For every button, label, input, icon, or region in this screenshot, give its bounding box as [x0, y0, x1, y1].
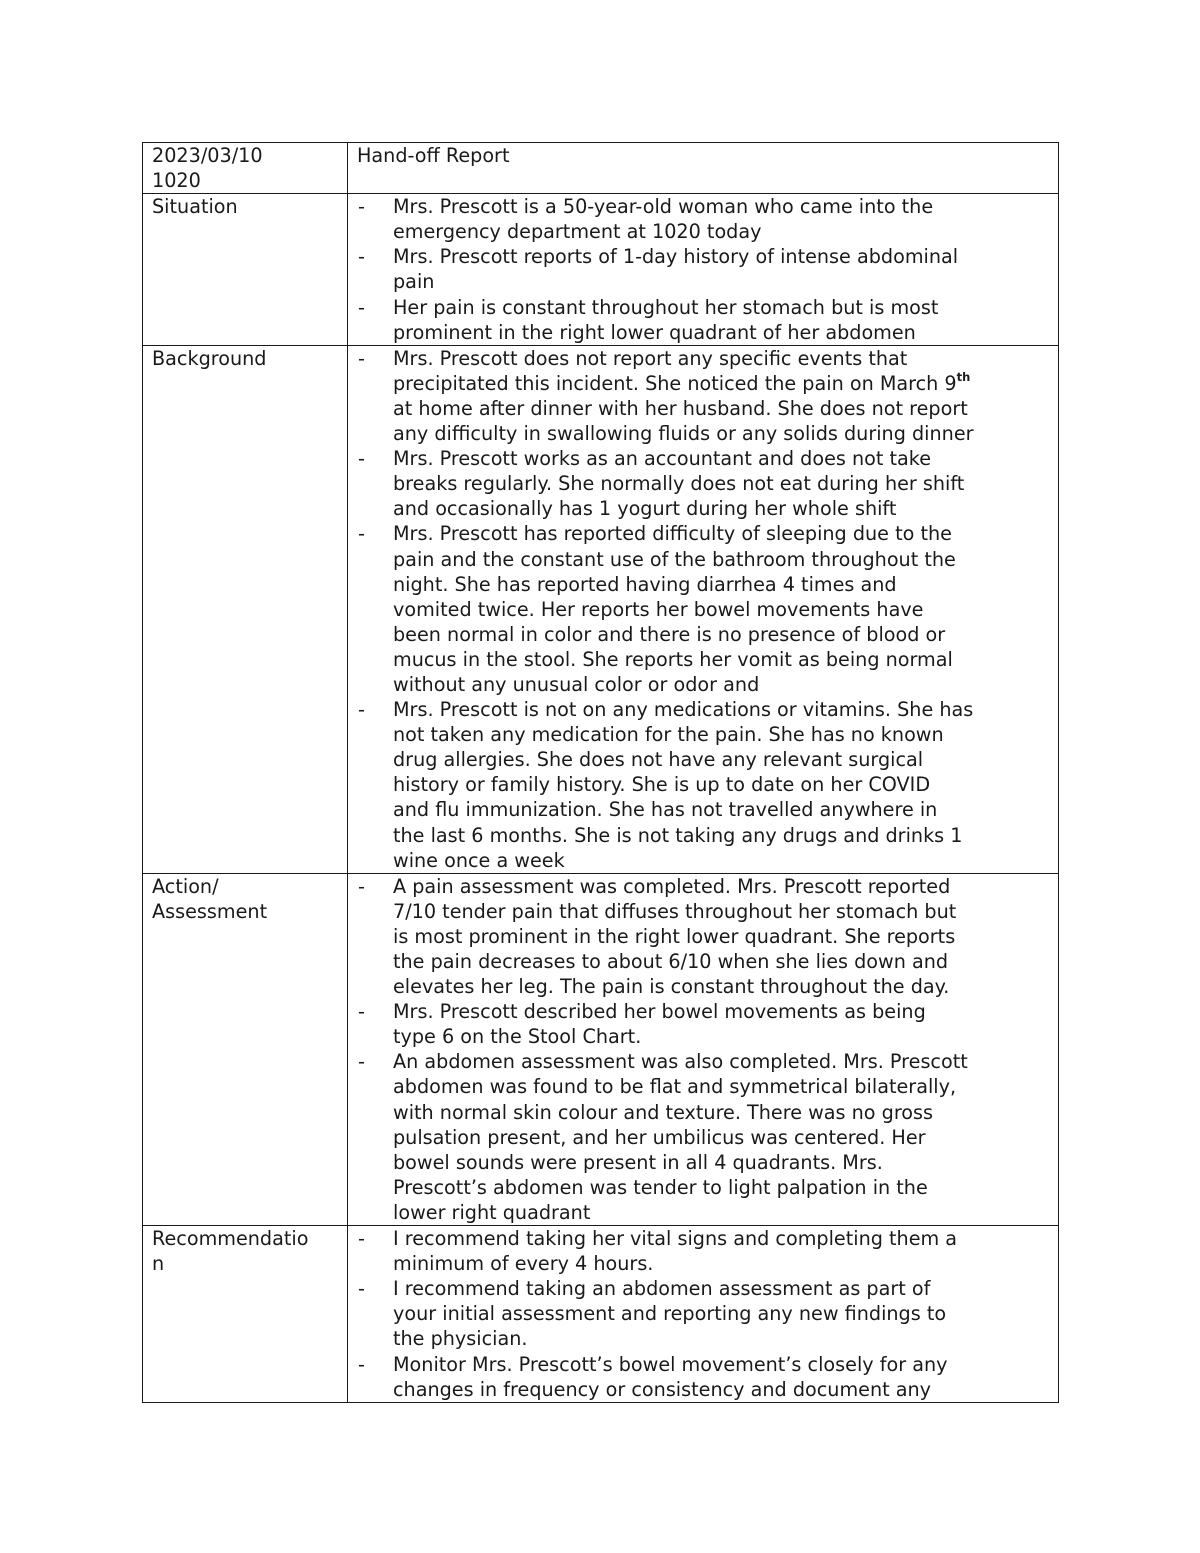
- text-line: prominent in the right lower quadrant of her abdomen: [393, 320, 916, 344]
- section-label: n: [152, 1252, 165, 1276]
- bullet-item: [357, 999, 1050, 1049]
- sbar-row-action-assessment: [143, 873, 1059, 1225]
- section-label: Background: [152, 346, 267, 370]
- text-line: is most prominent in the right lower quadrant. She reports: [393, 924, 956, 948]
- text-line: bowel sounds were present in all 4 quadrants. Mrs.: [393, 1150, 883, 1174]
- dash-bullet: -: [358, 698, 365, 722]
- document-page: [142, 142, 1058, 1403]
- bullet-item: [357, 1226, 1050, 1276]
- dash-bullet: -: [358, 346, 365, 370]
- dash-bullet: -: [358, 522, 365, 546]
- text-line: lower right quadrant: [393, 1200, 591, 1224]
- bullet-item: [357, 1276, 1050, 1351]
- dash-bullet: -: [358, 1050, 365, 1074]
- text-line: precipitated this incident. She noticed the pain on March 9th: [393, 369, 971, 395]
- bullet-item: [357, 874, 1050, 999]
- text-line: Mrs. Prescott described her bowel movements as being: [393, 1000, 926, 1024]
- text-line: Mrs. Prescott is a 50-year-old woman who came into the: [393, 195, 934, 219]
- section-label: Recommendatio: [152, 1227, 309, 1251]
- text-line: and occasionally has 1 yogurt during her whole shift: [393, 497, 897, 521]
- bullet-item: [357, 1352, 1050, 1402]
- text-line: not taken any medication for the pain. She has no known: [393, 723, 944, 747]
- text-line: Her pain is constant throughout her stomach but is most: [393, 295, 939, 319]
- text-line: type 6 on the Stool Chart.: [393, 1025, 642, 1049]
- text-line: pain: [393, 270, 435, 294]
- dash-bullet: -: [358, 1352, 365, 1376]
- text-line: Monitor Mrs. Prescott’s bowel movement’s closely for any: [393, 1352, 948, 1376]
- text-line: mucus in the stool. She reports her vomit as being normal: [393, 647, 953, 671]
- dash-bullet: -: [358, 245, 365, 269]
- section-content-cell: [348, 873, 1059, 1225]
- bullet-item: [357, 446, 1050, 521]
- text-line: night. She has reported having diarrhea 4 times and: [393, 572, 897, 596]
- section-content-cell: [348, 1226, 1059, 1403]
- text-line: Mrs. Prescott reports of 1-day history of intense abdominal: [393, 245, 959, 269]
- text-line: pulsation present, and her umbilicus was centered. Her: [393, 1125, 926, 1149]
- sbar-row-recommendation: [143, 1226, 1059, 1403]
- text-line: without any unusual color or odor and: [393, 672, 760, 696]
- sbar-row-situation: [143, 194, 1059, 346]
- text-line: I recommend taking her vital signs and completing them a: [393, 1227, 958, 1251]
- bullet-item: [357, 346, 1050, 446]
- text-line: your initial assessment and reporting any new findings to: [393, 1302, 947, 1326]
- bullet-item: [357, 521, 1050, 697]
- text-line: with normal skin colour and texture. There was no gross: [393, 1100, 934, 1124]
- bullet-item: [357, 1049, 1050, 1225]
- dash-bullet: -: [358, 1000, 365, 1024]
- text-line: minimum of every 4 hours.: [393, 1252, 654, 1276]
- text-line: breaks regularly. She normally does not eat during her shift: [393, 472, 965, 496]
- section-label: Action/: [152, 874, 219, 898]
- section-label-cell: [143, 873, 348, 1225]
- text-line: emergency department at 1020 today: [393, 220, 762, 244]
- text-line: A pain assessment was completed. Mrs. Prescott reported: [393, 874, 951, 898]
- text-line: drug allergies. She does not have any relevant surgical: [393, 748, 924, 772]
- text-line: pain and the constant use of the bathroom throughout the: [393, 547, 956, 571]
- bullet-item: [357, 697, 1050, 873]
- sbar-handoff-table: [142, 142, 1059, 1403]
- report-title-cell: [348, 143, 1059, 194]
- dash-bullet: -: [358, 874, 365, 898]
- sbar-row-background: [143, 345, 1059, 873]
- section-label-cell: [143, 194, 348, 346]
- text-line: any difficulty in swallowing fluids or any solids during dinner: [393, 422, 974, 446]
- text-line: at home after dinner with her husband. She does not report: [393, 396, 968, 420]
- text-line: 7/10 tender pain that diffuses throughout her stomach but: [393, 899, 957, 923]
- text-line: I recommend taking an abdomen assessment as part of: [393, 1277, 931, 1301]
- section-label: Assessment: [152, 899, 268, 923]
- dash-bullet: -: [358, 1277, 365, 1301]
- dash-bullet: -: [358, 295, 365, 319]
- text-line: elevates her leg. The pain is constant throughout the day.: [393, 975, 950, 999]
- text-line: and flu immunization. She has not travelled anywhere in: [393, 798, 938, 822]
- section-content-cell: [348, 194, 1059, 346]
- bullet-item: [357, 194, 1050, 244]
- text-line: Mrs. Prescott has reported difficulty of sleeping due to the: [393, 522, 952, 546]
- text-line: Mrs. Prescott is not on any medications or vitamins. She has: [393, 698, 974, 722]
- text-line: abdomen was found to be flat and symmetrical bilaterally,: [393, 1075, 957, 1099]
- bullet-item: [357, 295, 1050, 345]
- text-line: vomited twice. Her reports her bowel movements have: [393, 597, 924, 621]
- text-line: Mrs. Prescott does not report any specific events that: [393, 346, 908, 370]
- ordinal-superscript: th: [956, 369, 971, 384]
- text-line: changes in frequency or consistency and document any: [393, 1377, 932, 1401]
- section-label: Situation: [152, 195, 238, 219]
- text-line: the physician.: [393, 1327, 528, 1351]
- text-line: wine once a week: [393, 848, 565, 872]
- report-date: 2023/03/10: [152, 144, 263, 167]
- text-line: An abdomen assessment was also completed. Mrs. Prescott: [393, 1050, 968, 1074]
- dash-bullet: -: [358, 1227, 365, 1251]
- bullet-item: [357, 244, 1050, 294]
- dash-bullet: -: [358, 195, 365, 219]
- report-time: 1020: [152, 169, 201, 193]
- section-label-cell: [143, 1226, 348, 1403]
- text-line: the pain decreases to about 6/10 when she lies down and: [393, 950, 949, 973]
- section-label-cell: [143, 345, 348, 873]
- text-line: Prescott’s abdomen was tender to light palpation in the: [393, 1175, 928, 1199]
- text-line: history or family history. She is up to date on her COVID: [393, 773, 931, 797]
- section-content-cell: [348, 345, 1059, 873]
- header-row: [143, 143, 1059, 194]
- date-time-cell: [143, 143, 348, 194]
- text-line: Mrs. Prescott works as an accountant and does not take: [393, 447, 932, 471]
- text-line: been normal in color and there is no presence of blood or: [393, 622, 946, 646]
- report-title: Hand-off Report: [357, 144, 510, 167]
- text-line: the last 6 months. She is not taking any drugs and drinks 1: [393, 823, 963, 847]
- dash-bullet: -: [358, 447, 365, 471]
